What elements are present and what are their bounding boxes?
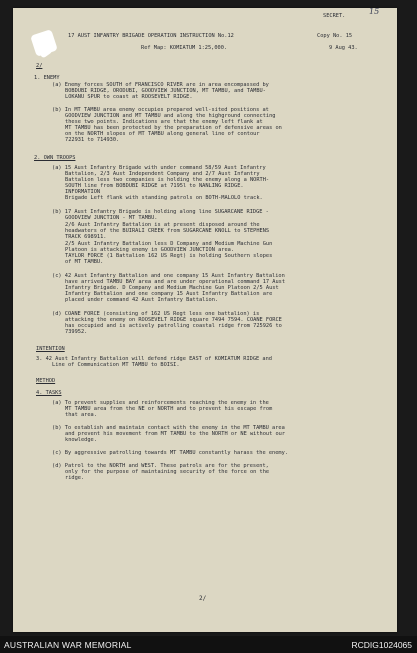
page-continuation: 2/ <box>199 595 207 602</box>
text-line: (c) By aggressive patrolling towards MT TAMBU constantly harass the enemy. <box>52 450 288 456</box>
text-line: (c) 42 Aust Infantry Battalion and one company 15 Aust Infantry Battalion <box>52 273 285 279</box>
document-title: 17 AUST INFANTRY BRIGADE OPERATION INSTRUCTION No.12 <box>68 33 234 39</box>
copy-number: Copy No. 15 <box>317 33 353 39</box>
text-line: Infantry Brigade. D Company and Medium Machine Gun Platoon 2/5 Aust <box>65 285 279 291</box>
text-line: LOKANU SPUR to coast at ROOSEVELT RIDGE. <box>65 94 193 100</box>
handwritten-number: 15 <box>369 8 380 16</box>
paragraph-heading: 4. TASKS <box>36 390 62 396</box>
document-date: 9 Aug 43. <box>329 45 358 51</box>
text-line: (b) In MT TAMBU area enemy occupies prepared well-sited positions at <box>52 107 269 113</box>
text-line: Brigade Left flank with standing patrols on BOTH-MALOLO track. <box>65 195 263 201</box>
reference-map: Ref Map: KOMIATUM 1:25,000. <box>141 45 228 51</box>
text-line: (d) Patrol to the NORTH and WEST. These patrols are for the present, <box>52 463 269 469</box>
text-line: attacking the enemy on ROOSEVELT RIDGE square 7494 7594. COANE FORCE <box>65 317 282 323</box>
paragraph-heading: 2. OWN TROOPS <box>34 155 76 161</box>
text-line: BOBDUBI RIDGE, ORODUBI, GOODVIEW JUNCTION, MT TAMBU, and TAMBU- <box>65 88 266 94</box>
text-line: INFORMATION <box>65 189 101 195</box>
text-line: (b) 17 Aust Infantry Brigade is holding along line SUGARCANE RIDGE - <box>52 209 269 215</box>
section-heading-information: 2/ <box>36 63 43 69</box>
classification-label: SECRET. <box>323 13 346 19</box>
text-line: 3. 42 Aust Infantry Battalion will defend ridge EAST of KOMIATUM RIDGE and <box>36 356 272 362</box>
text-line: (b) To establish and maintain contact with the enemy in the MT TAMBU area <box>52 425 285 431</box>
text-line: Battalion less two companies is holding the enemy along a NORTH- <box>65 177 270 183</box>
text-line: 2/5 Aust Infantry Battalion less D Company and Medium Machine Gun <box>65 241 273 247</box>
text-line: GOODVIEW JUNCTION and MT TAMBU and along the highground connecting <box>65 113 276 119</box>
text-line: headwaters of the BUIRALI CREEK from SUGARCANE KNOLL to STEPHENS <box>65 228 270 234</box>
text-line: that area. <box>65 412 97 418</box>
text-line: Battalion, 2/3 Aust Independent Company and 2/7 Aust Infantry <box>65 171 260 177</box>
document-page <box>13 8 397 632</box>
text-line: on the NORTH slopes of MT TAMBU along general line of contour <box>65 131 260 137</box>
text-line: (d) COANE FORCE (consisting of 162 US Regt less one battalion) is <box>52 311 260 317</box>
text-line: Line of Communication MT TAMBU to BOISI. <box>52 362 180 368</box>
text-line: 739952. <box>65 329 88 335</box>
text-line: has occupied and is actively patrolling coastal ridge from 725926 to <box>65 323 282 329</box>
text-line: (a) To prevent supplies and reinforcements reaching the enemy in the <box>52 400 269 406</box>
text-line: TAYLOR FORCE (1 Battalion 162 US Regt) is holding Southern slopes <box>65 253 273 259</box>
text-line: knowledge. <box>65 437 97 443</box>
text-line: 2/6 Aust Infantry Battalion is at present disposed around the <box>65 222 260 228</box>
text-line: Infantry Battalion and one company 15 Aust Infantry Battalion are <box>65 291 273 297</box>
text-line: (a) Enemy forces SOUTH of FRANCISCO RIVER are in area encompassed by <box>52 82 269 88</box>
record-id: RCDIG1024065 <box>351 640 412 650</box>
text-line: have arrived TAMBU BAY area and are under operational command 17 Aust <box>65 279 286 285</box>
section-heading-method: METHOD <box>36 378 56 384</box>
paragraph-number: 1. ENEMY <box>34 75 60 81</box>
section-heading-intention: INTENTION <box>36 346 65 352</box>
text-line: Platoon is attacking enemy in GOODVIEW JUNCTION area. <box>65 247 235 253</box>
text-line: only for the purpose of maintaining security of the force on the <box>65 469 270 475</box>
archive-footer <box>0 636 417 653</box>
text-line: MT TAMBU has been protected by the preparation of defensive areas on <box>65 125 282 131</box>
text-line: and prevent his movement from MT TAMBU to the NORTH or NE without our <box>65 431 286 437</box>
text-line: GOODVIEW JUNCTION - MT TAMBU. <box>65 215 158 221</box>
text-line: SOUTH line from BOBDUBI RIDGE at 7195l to NANLING RIDGE. <box>65 183 244 189</box>
text-line: MT TAMBU area from the NE or NORTH and to prevent his escape from <box>65 406 273 412</box>
text-line: (a) 15 Aust Infantry Brigade with under command 58/59 Aust Infantry <box>52 165 266 171</box>
archive-name: AUSTRALIAN WAR MEMORIAL <box>4 640 132 650</box>
text-line: TRACK 698911. <box>65 234 107 240</box>
text-line: ridge. <box>65 475 85 481</box>
text-line: these two points. Indications are that the enemy left flank at <box>65 119 263 125</box>
text-line: of MT TAMBU. <box>65 259 104 265</box>
text-line: 722931 to 714930. <box>65 137 120 143</box>
text-line: placed under command 42 Aust Infantry Battalion. <box>65 297 219 303</box>
